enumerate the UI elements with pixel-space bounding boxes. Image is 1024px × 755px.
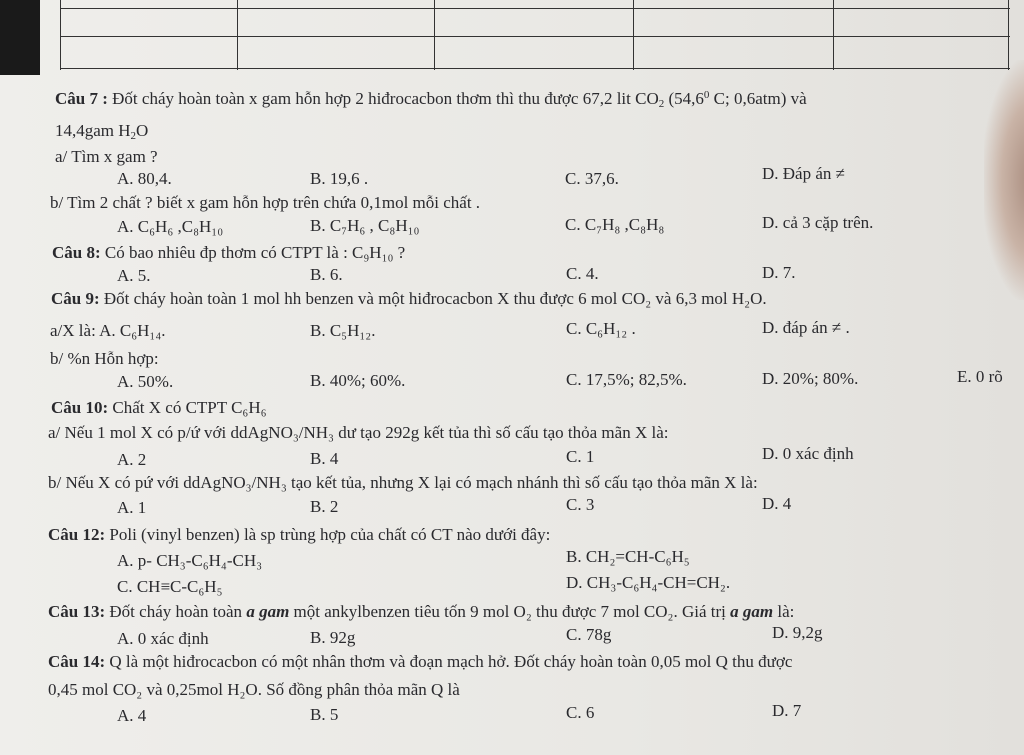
q10-a-option: C. 1 [566,447,595,466]
q7-stem-2: 14,4gam $H_2O$ [55,121,149,142]
q13-stem: Câu 13: Đốt cháy hoàn toàn a gam một ankylbenzen tiêu tốn 9 mol O₂ thu được 7 mol CO₂. Giá trị a gam là: [48,602,795,621]
q13-option: D. 9,2g [772,623,823,642]
q14-option: B. 5 [310,705,339,724]
q13-option: B. 92g [310,628,356,647]
dark-edge [0,0,40,75]
q9-a-option: a/X là: A. C₆H₁₄. [50,321,166,340]
q10-a-option: B. 4 [310,449,339,468]
q8-option: C. 4. [566,264,599,283]
q10-b-option: D. 4 [762,494,792,513]
q14-stem: Câu 14: Q là một hiđrocacbon có một nhân thơm và đoạn mạch hở. Đốt cháy hoàn toàn 0,05 mol Q thu được [48,652,793,671]
q9-a-option: B. C₅H₁₂. [310,321,376,340]
q9-b-option: D. 20%; 80%. [762,369,859,388]
q8-option: B. 6. [310,265,343,284]
q12-option: A. p- CH₃-C₆H₄-CH₃ [117,551,263,570]
q10-a-option: A. 2 [117,450,147,469]
q7-b-option: B. C₇H₆ , C₈H₁₀ [310,216,420,235]
q7-a-option: B. 19,6 . [310,169,369,188]
q13-option: C. 78g [566,625,612,644]
q7-a-option: A. 80,4. [117,169,172,188]
q9-a-option: C. C₆H₁₂ . [566,319,636,338]
q12-stem: Câu 12: Poli (vinyl benzen) là sp trùng hợp của chất có CT nào dưới đây: [48,525,551,544]
q10-a-option: D. 0 xác định [762,444,854,463]
q8-option: A. 5. [117,266,151,285]
q10-b-option: B. 2 [310,497,339,516]
q10-b-option: C. 3 [566,495,595,514]
q9-b-option: A. 50%. [117,372,174,391]
q14-stem-2: 0,45 mol CO₂ và 0,25mol H₂O. Số đồng phân thỏa mãn Q là [48,680,460,699]
q10-part-b: b/ Nếu X có pứ với ddAgNO₃/NH₃ tạo kết tủa, nhưng X lại có mạch nhánh thì số cấu tạo thỏa mãn X là: [48,473,758,492]
q7-stem: Câu 7 : Đốt cháy hoàn toàn x gam hỗn hợp 2 hiđrocacbon thơm thì thu được 67,2 lit $CO_2$ (54,6$^0$ C; 0,6atm) và [55,89,807,110]
q7-part-b: b/ Tìm 2 chất ? biết x gam hỗn hợp trên chứa 0,1mol mỗi chất . [50,193,481,212]
q8-option: D. 7. [762,263,796,282]
q7-part-a: a/ Tìm x gam ? [55,147,158,166]
q10-b-option: A. 1 [117,498,147,517]
q9-a-option: D. đáp án ≠ . [762,318,850,337]
q9-part-b: b/ %n Hỗn hợp: [50,349,159,368]
q12-option: D. CH₃-C₆H₄-CH=CH₂. [566,573,731,592]
q10-stem: Câu 10: Chất X có CTPT C₆H₆ [51,398,267,417]
q12-option: B. CH₂=CH-C₆H₅ [566,547,690,566]
q7-b-option: D. cả 3 cặp trên. [762,213,874,232]
q10-part-a: a/ Nếu 1 mol X có p/ứ với ddAgNO₃/NH₃ dư tạo 292g kết tủa thì số cấu tạo thỏa mãn X là: [48,423,669,442]
q14-option: C. 6 [566,703,595,722]
q9-stem: Câu 9: Đốt cháy hoàn toàn 1 mol hh benzen và một hiđrocacbon X thu được 6 mol CO₂ và 6,3 mol H₂O. [51,289,767,308]
q7-a-option: D. Đáp án ≠ [762,164,845,183]
q7-b-option: C. C₇H₈ ,C₈H₈ [565,215,665,234]
q13-option: A. 0 xác định [117,629,209,648]
q12-option: C. CH≡C-C₆H₅ [117,577,223,596]
q7-a-option: C. 37,6. [565,169,619,188]
q7-b-option: A. C₆H₆ ,C₈H₁₀ [117,217,224,236]
q9-b-option: B. 40%; 60%. [310,371,406,390]
table-fragment [60,0,1010,70]
q7-label: Câu 7 : [55,89,108,108]
q9-b-option: C. 17,5%; 82,5%. [566,370,687,389]
q8-stem: Câu 8: Có bao nhiêu đp thơm có CTPT là : C₉H₁₀ ? [52,243,406,262]
finger-blur [984,60,1024,300]
q9-b-option: E. 0 rõ [957,367,1003,386]
q14-option: A. 4 [117,706,147,725]
q14-option: D. 7 [772,701,802,720]
